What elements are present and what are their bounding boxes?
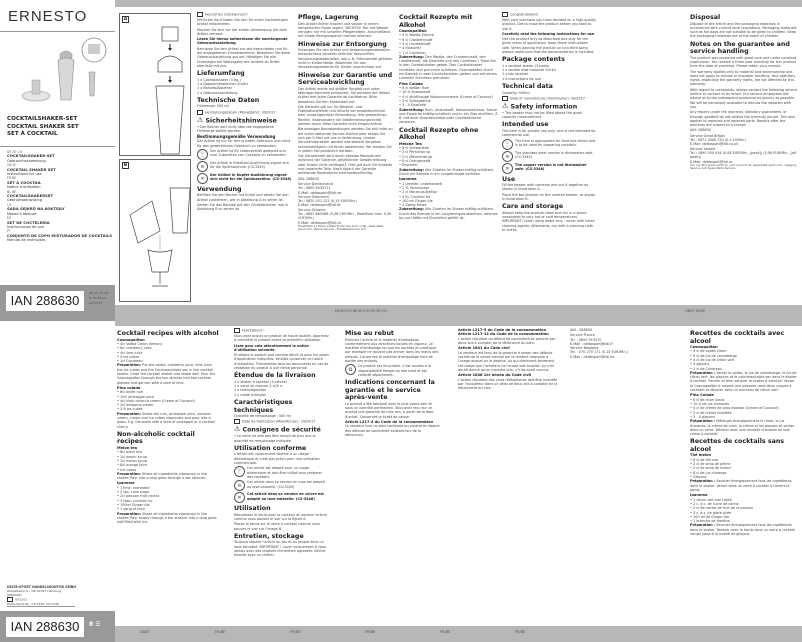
no-dishwasher-icon: ✕: [502, 163, 513, 174]
section-heading: Hinweise zur Entsorgung: [298, 40, 387, 48]
top-header-band: [115, 0, 802, 7]
ian-number: IAN 288630: [6, 291, 84, 311]
recycle-icon: ♻: [345, 364, 356, 375]
section-heading: Cocktail Rezepte ohne Alkohol: [399, 126, 479, 142]
section-heading: Package contents: [502, 56, 565, 64]
book-icon: [197, 12, 203, 17]
food-safe-icon: 🍸: [197, 149, 208, 160]
cover-title-fr: SET À COCKTAIL: [7, 131, 58, 137]
section-heading: Caractéristiques techniques: [234, 399, 293, 414]
top-header-band: [115, 321, 802, 326]
ian-bar: [0, 611, 115, 642]
service-contact: Service Schweiz Tel.: 0842 665566 (0,08 CHF/Min., Mobilfunk max. 0,40 CHF/Min.) E-Mail: deltasport@lidl.ch: [298, 207, 392, 225]
figure-label: A: [123, 17, 128, 22]
de-column-2: Pflege, Lagerung Den Artikel immer trocken und sauber in einem temperierten Raum lagern. WICHTIG! Nur mit Wasser reinigen; nie mit scharfen Pflegemitteln. Anschließend mit einem Reinigungstuch trocken wischen. Hinweise zur Entsorgung Entsorgen Sie den Artikel und Verpackungsmaterialien entsprechend aktueller örtlicher Vorschriften. Verpackungsmaterialien, wie z. B. Folienbeutel gehören nicht in Kinderhände. Bewahren Sie das Verpackungsmaterial für Kinder unerreichbar auf. Hinweise zur Garantie und Serviceabwicklung Der Artikel wurde mit größter Sorgfalt und unter ständiger Kontrolle produziert. Sie erhalten auf diesen Artikel drei Jahre Garantie ab Kaufdatum. Bitte bewahren Sie den Kassenbon auf. Die Garantie gilt nur für Material- und Fabrikationsfehler und erlischt bei missbräuchlicher oder unsachgemäßer Behandlung. Ihre gesetzlichen Rechte, insbesondere die Gewährleistungsrechte, werden durch diese Garantie nicht eingeschränkt. Bei etwaigen Beanstandungen wenden Sie sich bitte an die unten stehende Service-Hotline oder setzen Sie sich per E-Mail mit uns in Verbindung. Unsere Servicemitarbeiter werden das weitere Vorgehen schnellstmöglich mit Ihnen abstimmen. Wir werden Sie in jedem Fall persönlich beraten. Die Garantiezeit wird durch etwaige Reparaturen aufgrund der Garantie, gesetzlicher Gewährleistung oder Kulanz nicht verlängert. Dies gilt auch für ersetzte und reparierte Teile. Nach Ablauf der Garantie anfallende Reparaturen sind kostenpflichtig. IAN: 288630 Service Deutschland Tel.: 0800 5435111 E-Mail: deltasport@lidl.de Service Österreich Tel.: 0820 201 222 (0,15 EUR/Min.) E-Mail: deltasport@lidl.at Service Schweiz Tel.: 0842 665566 (0,08 CHF/Min., Mobilfunk max. 0,40 CHF/Min.) E-Mail: deltasport@lidl.ch Ersatzteile zu Ihrem Artikel finden Sie auch unter: www.delta-sport.com, Rubrik Service - Ersatzteilservice Lidl: [298, 14, 393, 232]
ian-bar: [0, 285, 115, 321]
page-label: GB/IE GB/IE: [685, 309, 706, 313]
section-heading: Use: [502, 175, 516, 183]
section-heading: Verwendung: [197, 185, 242, 193]
page-label: FR/BE: [440, 630, 451, 634]
section-heading: Utilisation: [234, 505, 271, 513]
de-column-3: Cocktail Rezepte mit Alkohol Cosmopolitan • 4 cl Wodka Zitrone • 6 cl Cranberrysaft • 4 cl Limettensaft • 4 Eiswürfel • 1 cl Cointreau Zubereitung: Den Wodka, den Cranberrysaft, den Limettensaft, die Eiswürfel und den Cointreau / Triple Sec in den Cocktailshaker geben. Den Cocktailshaker schließen und gut durch schütteln. Cosmopolitan durch ein Barsieb in zwei Cocktailschalen gießen und mit einem Limetten Schnitzen garnieren. Pina Colada • 6 cl weißer Rum • 10 cl Ananassaft • 4 cl dickflüssige Kokosnusscreme (Cream of Coconut) • 2 cl Schlagsahne • 3 - 4 Eiswürfel Zubereitung: Rum, Ananassaft, Kokosnusscreme, Sahne und Eiswürfel kräftig schütteln und in ein Glas einfüllen. Z. B. mit einer Ananasscheibe oder Cocktailkirsche verzieren. Cocktail Rezepte ohne Alkohol Melone Tea • 8 cl Schwarztee • 2 cl Pfirsichsirup • 2 cl Melonensirup • 8 cl Orangensaft • Eiswürfel Zubereitung: Alle Zutaten im Shaker kräftig schütteln. Durch ein Barsieb in ein Longdrinkglas einfüllen. Ipanema • 1 Limette, unbehandelt • 2 TL Rohrzucker • 2 cl Maracuja-Nektar • 3 EL Crushed Ice • 100 ml Ginger Ale • 1 Zweig Minze Zubereitung: Alle Zutaten im Shaker kräftig schütteln. Durch das Barsieb in ein Longdrinkglas abseihen, welches bis zur Hälfte mit Eiswürfeln gefüllt ist.: [399, 12, 499, 221]
divider: [7, 606, 75, 607]
no-dishwasher-icon: ✕: [197, 173, 208, 184]
fr-column-4: IAN : 288630 Service France Tel. : 0800 919270 E-Mail : deltasport@lidl.fr Service Belgique Tel. : 070 270 171 (0,15 EUR/Min.) E-Mail : deltasport@lidl.be: [570, 328, 645, 359]
section-heading: Utilisation conforme: [234, 444, 307, 452]
page-label: DE/AT/CH DE/AT/CH DE/AT/CH: [335, 309, 388, 313]
page-label: FR/BE: [515, 630, 526, 634]
ian-number: IAN 288630: [6, 617, 84, 637]
cover-title-de: COCKTAILSHAKER-SET: [7, 116, 78, 122]
lang-entry: FR BE SET À COCKTAIL Notice d'utilisation: [7, 176, 42, 190]
divider: [0, 146, 115, 147]
section-heading: Intended use: [502, 121, 549, 129]
cover-title-en: COCKTAIL SHAKER SET: [7, 123, 79, 130]
fr-recipes-column: Recettes de cocktails avec alcool Cosmopolitan • 4 cl de vodka citron • 6 cl de jus de canneberge • 4 cl de jus de citron vert • 4 glaçons • 1 cl de Cointreau Préparation : Verser la vodka, le jus de canneberge, le jus de citron vert, les glaçons et le cointreau/triple sec dans le shaker à cocktail. Fermer et bien secouer le shaker à cocktail. Verser le Cosmopolitan à travers une passoire dans deux coupes à cocktails et décorer avec un morceau de citron vert. Piña Colada • 6 cl de rhum blanc • 10 cl de jus d'ananas • 4 cl de crème de coco épaisse (Cream of Coconut) • 2 cl de crème fouettée • 3 - 4 glaçons Préparation : Mélanger énergiquement le rhum, le jus d'ananas, la crème de coco, la crème et les glaçons et verser dans un verre. Décorer avec une rondelle d'ananas ou une cerise à cocktail. Recettes de cocktails sans alcool Thé melon • 8 cl de thé noir • 2 cl de sirop de pêche • 2 cl de sirop de melon • 8 cl de jus d'orange • Glaçons Préparation : Secouer énergiquement tous les ingrédients dans le shaker. Verser dans un verre à cocktail à travers le tamis. Ipanema • 1 citron vert non traité • 2 c. à c. de sucre de canne • 2 cl de nectar de fruit de la passion • 3 c. à s. de glace pilée • 100 ml de Ginger Ale • 1 branche de menthe Préparation : Secouer énergiquement tous les ingrédients dans le shaker. Tamiser avec le tamis dans un verre à cocktail rempli jusqu'à la moitié de glaçons.: [690, 328, 798, 537]
gb-column-2: Disposal Dispose of the article and the packaging materials in accordance with current local regulations. Packaging materials such as foil bags are not suitable to be given to children. Keep the packaging materials out of the reach of children. Notes on the guarantee and service handling The product was produced with great care and under constant supervision. You receive a three-year warranty for this product from the date of purchase. Please retain your receipt. The warranty applies only to material and workmanship and does not apply to misuse or improper handling. Your statutory rights, especially the warranty rights, are not affected by this warranty. With regard to complaints, please contact the following service hotline or contact us by email. Our service employees will advise as to the subsequent procedure as quickly as possible. We will be personally available to discuss the situation with you. Any repairs under the warranty, statutory guarantees, or through goodwill do not extend the warranty period. This also applies to replaced and repaired parts. Repairs after the warranty are subject to a charge. IAN: 288630 Service Great Britain Tel.: 0871 5000 720 (£ 0.10/Min.) E-Mail: deltasport@lidl.co.uk Service Ireland Tel.: 1890 930 034 (0,08 EUR/Min., [peak]) (0,06 EUR/Min., [off peak]) E-Mail: deltasport@lidl.ie You can find spare parts for your product at: www.delta-sport.com, category Service, Lidl Spare Parts Service.: [690, 14, 798, 171]
section-heading: Care and storage: [502, 203, 564, 211]
section-heading: Notes on the guarantee and service handling: [690, 40, 790, 56]
service-contact: Service France Tel. : 0800 919270 E-Mail : deltasport@lidl.fr: [570, 333, 613, 346]
section-heading: Technische Daten: [197, 96, 260, 104]
page-count-badge: 8 ☰: [89, 621, 101, 628]
service-contact: Service Deutschland Tel.: 0800 5435111 E-Mail: deltasport@lidl.de: [298, 181, 342, 195]
section-heading: Disposal: [690, 14, 721, 21]
section-heading: ⚠ Sicherheitshinweise: [197, 115, 277, 125]
no-dishwasher-icon: ✕: [234, 492, 245, 503]
page-label: FR/BE: [215, 630, 226, 634]
section-heading: Étendue de la livraison: [234, 372, 316, 380]
pouring-illustration: [120, 160, 192, 303]
food-safe-icon: 🍸: [502, 139, 513, 150]
cover-page: [0, 0, 115, 321]
section-heading: Recettes de cocktails sans alcool: [690, 438, 785, 453]
imprint: DELTA-SPORT HANDELSKONTOR GMBH Wragekamp 6 • DE-22397 Hamburg GERMANY 09/2017 Delta-Sport-Nr.: CS-3345, CS-3346: [7, 585, 76, 606]
lang-entry: ES SET DE COCTELERÍA Instrucciones de uso: [7, 216, 50, 229]
warning-icon: ⚠: [502, 101, 509, 110]
page-footer-band: [115, 626, 802, 642]
service-contact: Service Great Britain Tel.: 0871 5000 720 (£ 0.10/Min.) E-Mail: deltasport@lidl.co.uk: [690, 133, 747, 147]
figure-label: B: [123, 163, 128, 168]
warning-icon: ⚠: [234, 425, 241, 434]
factory-icon: [502, 96, 508, 101]
country-flags-icon: DE AT CH GB IE FR BE NL CZ ES PT: [89, 291, 109, 305]
section-heading: Non-alcoholic cocktail recipes: [117, 430, 195, 446]
page-label: FR/BE: [365, 630, 376, 634]
page-footer-band: [115, 305, 802, 321]
dishwasher-icon: ≋: [234, 480, 245, 491]
lang-entry: DE AT CH COCKTAILSHAKER-SET Gebrauchsanweisung: [7, 150, 55, 163]
section-heading: ⚠ Safety information: [502, 101, 578, 111]
section-heading: Technical data: [502, 83, 553, 91]
lang-entry: GB IE COCKTAIL SHAKER SET Instructions for use: [7, 163, 56, 177]
dishwasher-icon: ≋: [502, 151, 513, 162]
service-contact: Service Ireland Tel.: 1890 930 034 (0,08 EUR/Min., [peak]) (0,06 EUR/Min., [off peak]) E-Mail: deltasport@lidl.ie: [690, 146, 797, 164]
book-icon: [502, 12, 508, 17]
section-heading: Indications concernant la garantie et le service après-vente: [345, 379, 435, 402]
shaker-assembly-illustration: [120, 14, 192, 157]
factory-icon: [234, 419, 240, 424]
figure-a: [119, 13, 191, 156]
section-heading: Lieferumfang: [197, 70, 245, 78]
gb-recipes-column: Cocktail recipes with alcohol Cosmopolitan • 4cl Vodka Citron (lemon) • 6cl cranberry juice • 4cl lime juice • 4 ice cubes • 1cl Cointreau Preparation: Put the vodka, cranberry juice, lime juice, the ice cubes and the Cointreau/triple sec in the cocktail shaker. Close the cocktail shaker and shake well. Pour the Cosmopolitan through the bar strainer into two cocktail glasses and garnish with a slice of lime. Pina colada • 6cl white rum • 10cl pineapple juice • 4cl thick coconut cream (Cream of Coconut) • 2cl whipping cream • 3-4 ice cubes Preparation: Shake the rum, pineapple juice, coconut cream, cream and ice cubes vigorously and pour into a glass. E.g. Decorate with a slice of pineapple or a cocktail cherry. Non-alcoholic cocktail recipes Melon tea • 8cl black tea • 2cl peach syrup • 2cl melon syrup • 8cl orange juice • Ice cubes Preparation: Shake all ingredients vigorously in the shaker. Pour into a long glass through a bar strainer. Ipanema • 1 lime, untreated • 2 tsp. cane sugar • 2cl passion fruit nectar • 3 tbsp. crushed ice • 100ml Ginger Ale • 1 sprig of mint Preparation: Shake all ingredients vigorously in the shaker. Pour slowly through a bar strainer into a long glass half-filled with ice.: [117, 328, 219, 526]
cover-titles: [7, 116, 79, 139]
fr-column-1: Félicitations ! Vous avez acquis un produit de haute qualité. Apprenez à connaître le produit avant sa première utilisation. Lisez pour cela attentivement la notice d'utilisation suivante. N'utilisez le produit que comme décrit et pour les zones d'application indiquées. Veuillez conserver ce notice d'utilisation. Transmettez tous les documents en cas de cessation du produit à une tierce personne. Étendue de la livraison 1 x shaker à cocktail (3 pièces) 1 x verre de mesure 2 cl/4 cl 1 x tamis/égouttoir 1 x mode d'emploi Caractéristiques techniques Quantité de remplissage : 500 ml Date de fabrication (Mois/Année) : 09/2017 ⚠ Consignes de sécurité • Le verre ne doit pas être rempli de plus que la quantité de remplissage indiquée. Utilisation conforme L'article est uniquement destiné à un usage domestique et n'est pas prévu pour une utilisation commerciale. 🍸 Cet article est adapté pour un usage alimentaire et doit être utilisé pour préparer des cocktails. ≋ Cet article dans sa version en inox est adapté au lave-vaisselle. (CS-3345) ✕ Cet article dans sa version en cuivre est adapté au lave-vaisselle. (CS-3346) Utilisation Remplissez le verre avec le contenu et montez l'article comme vous pouvez le voir sur la figure A. Placez le tamis sur le verre à cocktail comme vous pouvez le voir sur l'image B. Entretien, stockage Toujours stocker l'article au sec et au propre dans un local tempéré. IMPORTANT ! Laver uniquement à l'eau, jamais avec des produits d'entretien agressifs. Sécher ensuite avec un chiffon.: [234, 328, 329, 559]
warning-icon: ⚠: [197, 115, 204, 124]
fr-column-3: Article L217-5 du Code de la consommation Article L217-12 du Code de la consommation L'action résultant du défaut de conformité se prescrit par deux ans à compter de la délivrance du bien. Article 1641 du Code civil Le vendeur est tenu de la garantie à raison des défauts cachés de la chose vendue qui la rendent impropre à l'usage auquel on la destine, ou qui diminuent tellement cet usage que l'acheteur ne l'aurait pas acquise, ou n'en aurait donné qu'un moindre prix, s'il les avait connus. Article 1648 1er alinéa du Code civil L'action résultant des vices rédhibitoires doit être intentée par l'acquéreur dans un délai de deux ans à compter de la découverte du vice.: [458, 328, 558, 391]
intro-greeting: Herzlichen Glückwunsch!: [197, 12, 292, 17]
lang-entry: PT CONJUNTO DE COPO MISTURADOR DE COCKTAILS Manual de instruções: [7, 229, 113, 243]
lang-entry: NL BE COCKTAILSHAKERSET Gebruiksaanwijzing: [7, 189, 54, 203]
page-label: FR/BE: [290, 630, 301, 634]
service-contact: Service Belgique Tel. : 070 270 171 (0,15 EUR/Min.) E-Mail : deltasport@lidl.be: [570, 346, 629, 359]
section-heading: ⚠ Consignes de sécurité: [234, 425, 321, 434]
dishwasher-icon: ≋: [197, 161, 208, 172]
bottom-spread: [0, 321, 802, 642]
figure-b: [119, 159, 191, 302]
fr-column-2: Mise au rebut Éliminez l'article et le matériel d'emballage conformément aux directives locales en vigueur. Le matériel d'emballage tel que les sachets en plastique par exemple ne doivent pas arriver dans les mains des enfants. Conservez le matériel d'emballage hors de portée des enfants. ♻ Ce produit est recyclable. Il est soumis à la responsabilité élargie du fabricant et est collecté séparément. Indications concernant la garantie et le service après-vente Le produit a été fabriqué avec le plus grand soin et sous un contrôle permanent. Vous avez reçu sur ce produit une garantie de trois ans, à partir de la date d'achat. Conservez le ticket de caisse. Article L217-4 du Code de la consommation Le vendeur livre un bien conforme au contrat et répond des défauts de conformité existant lors de la délivrance.: [345, 330, 440, 437]
factory-icon: [197, 110, 203, 115]
divider: [0, 31, 115, 32]
page-label: GB/IE: [140, 630, 150, 634]
food-safe-icon: 🍸: [234, 466, 245, 477]
de-column-1: Herzlichen Glückwunsch! Mit Ihrem Kauf haben Sie sich für einen hochwertigen Artikel entschieden. Machen Sie sich vor der ersten Verwendung mit dem Artikel vertraut. Lesen Sie hierzu aufmerksam die nachfolgende Gebrauchsanleitung. Benutzen Sie den Artikel nur wie beschrieben und für die angegebenen Einsatzbereiche. Bewahren Sie diese Gebrauchsanleitung gut auf. Händigen Sie alle Unterlagen bei Weitergabe des Artikels an Dritte ebenfalls mit aus. Lieferumfang 1 x Cocktailshaker (3 tlg.) 1 x Doppelmessbecher 2cl/4cl 1 x Barsieb/Abseiher 1 x Gebrauchsanleitung Technische Daten Füllmenge: 500 ml Herstellungsdatum (Monat/Jahr): 09/2017 ⚠ Sicherheitshinweise • Der Becher darf nicht über die angegebene Füllmenge befüllt werden. Bestimmungsgemäße Verwendung Der Artikel ist nur für den privaten Gebrauch und nicht für den gewerblichen Gebrauch zu verwenden. 🍸 Der Artikel ist für Lebensmittel geeignet und zum Zubereiten von Cocktails zu verwenden. ≋ Der Artikel in Edelstahl-Ausführung eignet sich für die Spülmaschine. (CS-3345) ✕ Der Artikel in Kupfer-Ausführung eignet sich nicht für die Spülmaschine. (CS-3346) Verwendung Befüllen Sie den Becher mit Inhalt und setzen Sie den Artikel zusammen, wie in Abbildung A zu sehen ist. Setzen Sie das Barsieb auf den Cocktailbecher, wie in Abbildung B zu sehen ist.: [197, 12, 292, 213]
section-heading: Recettes de cocktails avec alcool: [690, 330, 785, 345]
service-contact: Service Österreich Tel.: 0820 201 222 (0,15 EUR/Min.) E-Mail: deltasport@lidl.at: [298, 194, 358, 208]
section-heading: Bestimmungsgemäße Verwendung: [197, 134, 276, 140]
book-icon: [234, 328, 240, 333]
section-heading: Pflege, Lagerung: [298, 14, 359, 21]
section-heading: Hinweise zur Garantie und Serviceabwicklung: [298, 71, 393, 87]
lang-entry: CZ SADA ŠEJKRŮ NA KOKTEJLY Návod k obsluze: [7, 202, 65, 216]
product-image: [12, 36, 108, 111]
brand-logo: ERNESTO: [8, 8, 88, 25]
section-heading: Cocktail Rezepte mit Alkohol: [399, 14, 473, 29]
section-heading: Cocktail recipes with alcohol: [117, 330, 219, 337]
gb-column-1: Congratulations! With your purchase you have decided on a high-quality product. Get to know the product before you start to use it. Carefully read the following instructions for use. Use the product only as described and only for the given areas of application. Keep these instructions safe. When passing the product on to a third party, always make sure that the documentation is included. Package contents 1 x cocktail shaker (3 parts) 1 x double shot measure 2cl/4cl 1 x bar strainer 1 x instructions for use Technical data Capacity: 500ml Date of manufacture (month/year): 09/2017 ⚠ Safety information • The beaker may not be filled above the given capacity measurement. Intended use The item is for private use only, and is not intended for commercial use. 🍸 The item is appropriate for food and drinks and is to be used for preparing cocktails. ≋ The stainless steel version is dishwasher safe. (CS-3345) ✕ The copper version is not dishwasher safe. (CS-3346) Use Fill the beaker with contents and put it together as shown in illustration A. Place the bar strainer on the cocktail beaker, as shown in illustration B. Care and storage Always keep the product clean and dry in a space unexposed to very hot or cold temperatures. IMPORTANT! Clean using water only - never with harsh cleaning agents. Afterwards, dry with a cleaning cloth or cloths.: [502, 12, 597, 233]
section-heading: Mise au rebut: [345, 330, 394, 337]
language-list: [7, 150, 112, 243]
section-heading: Entretien, stockage: [234, 532, 304, 540]
